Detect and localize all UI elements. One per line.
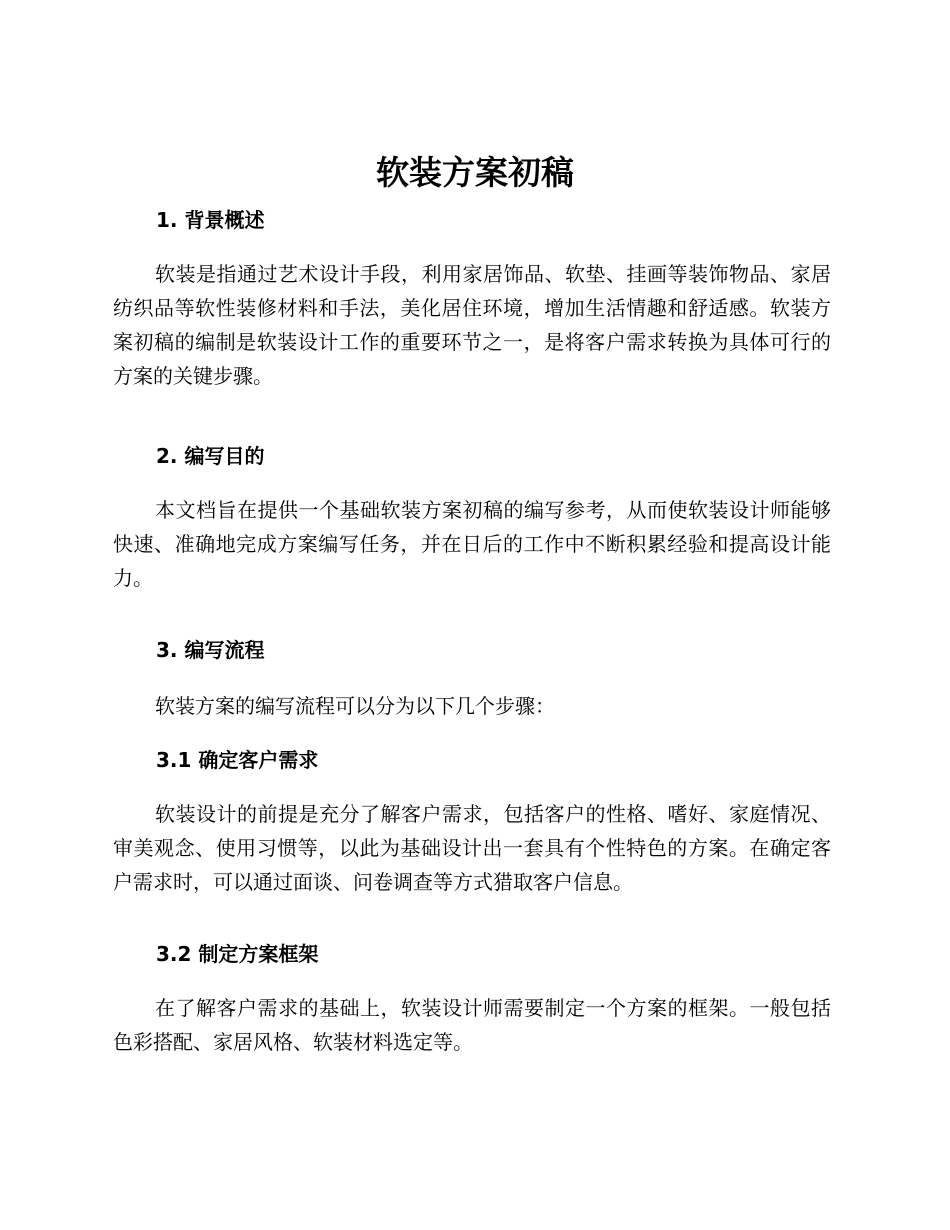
section-heading-purpose: 2. 编写目的 bbox=[156, 444, 265, 468]
section-heading-client-needs: 3.1 确定客户需求 bbox=[156, 748, 319, 772]
document-title: 软装方案初稿 bbox=[376, 153, 574, 192]
section-paragraph-client-needs: 软装设计的前提是充分了解客户需求，包括客户的性格、嗜好、家庭情况、审美观念、使用习惯等，以此为基础设计出一套具有个性特色的方案。在确定客户需求时，可以通过面谈、问卷调查等方式猎取客户信息。 bbox=[113, 802, 831, 894]
section-paragraph-process: 软装方案的编写流程可以分为以下几个步骤： bbox=[155, 694, 555, 718]
section-paragraph-background: 软装是指通过艺术设计手段，利用家居饰品、软垫、挂画等装饰物品、家居纺织品等软性装修材料和手法，美化居住环境，增加生活情趣和舒适感。软装方案初稿的编制是软装设计工作的重要环节之一，是将客户需求转换为具体可行的方案的关键步骤。 bbox=[113, 262, 831, 388]
section-paragraph-framework: 在了解客户需求的基础上，软装设计师需要制定一个方案的框架。一般包括色彩搭配、家居风格、软装材料选定等。 bbox=[113, 996, 831, 1054]
section-paragraph-purpose: 本文档旨在提供一个基础软装方案初稿的编写参考，从而使软装设计师能够快速、准确地完成方案编写任务，并在日后的工作中不断积累经验和提高设计能力。 bbox=[113, 498, 831, 590]
section-heading-process: 3. 编写流程 bbox=[156, 638, 265, 662]
section-heading-background: 1. 背景概述 bbox=[156, 208, 265, 232]
section-heading-framework: 3.2 制定方案框架 bbox=[156, 942, 319, 966]
